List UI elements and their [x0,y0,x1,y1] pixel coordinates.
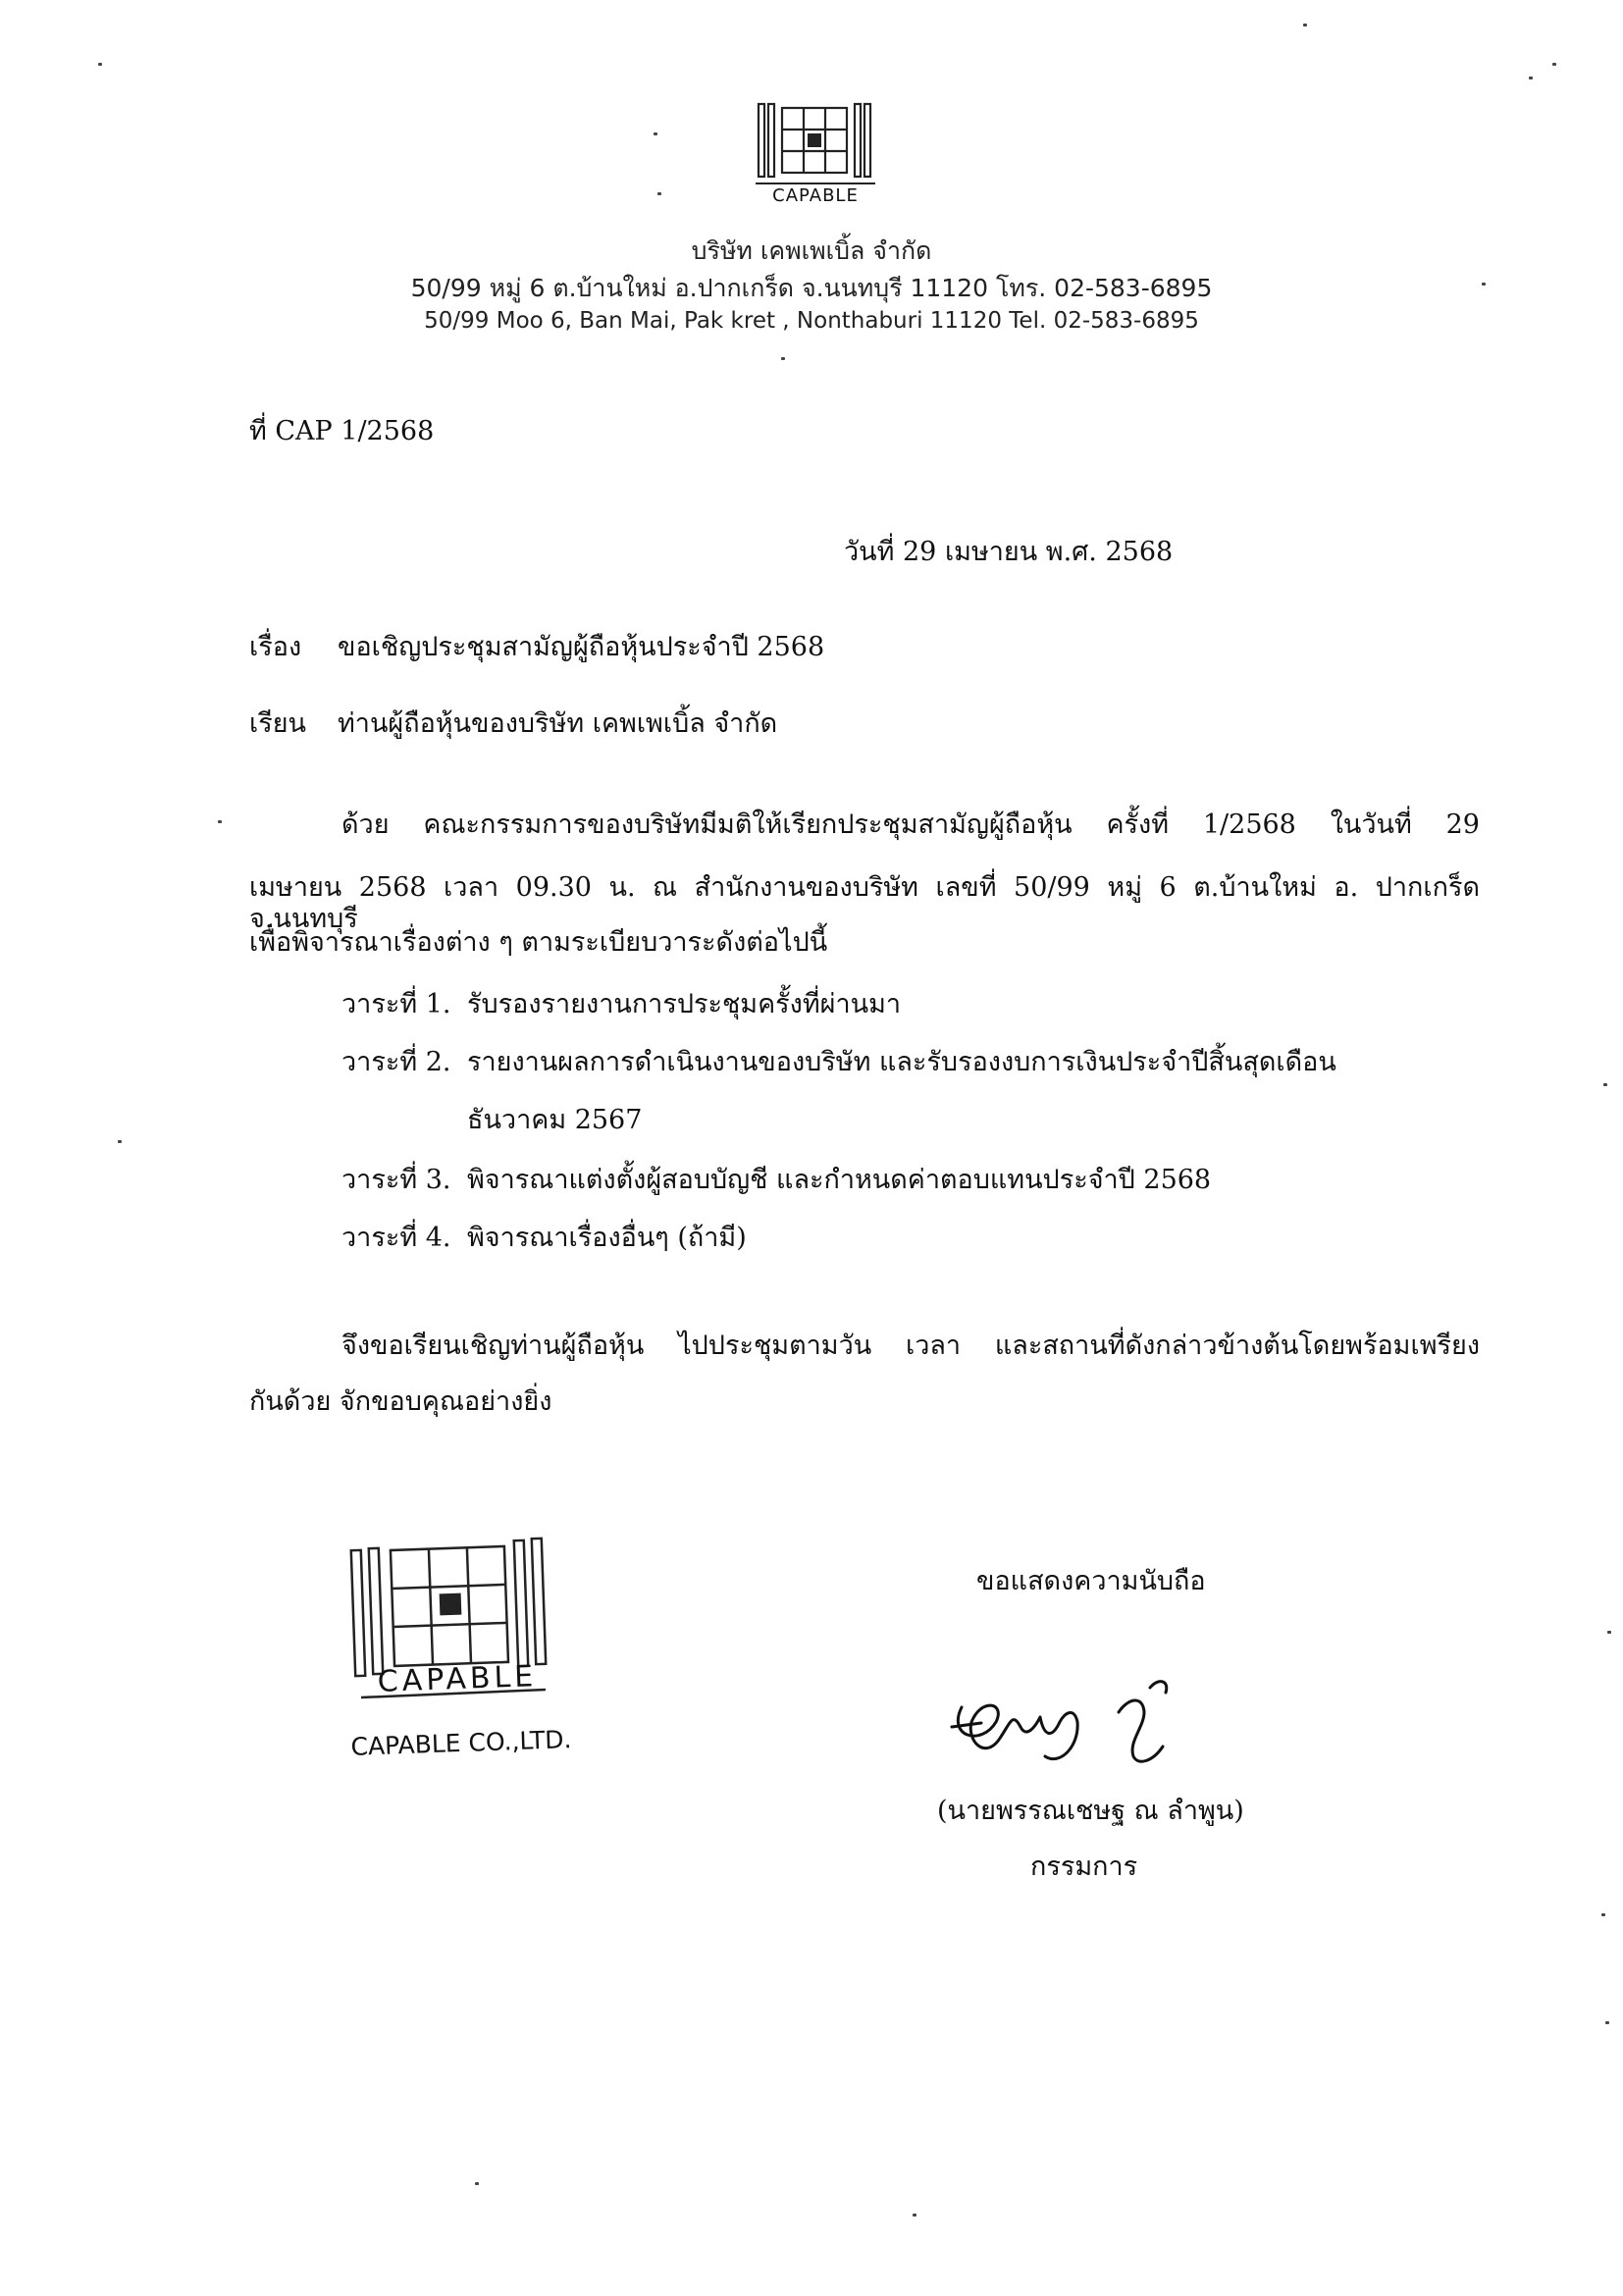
agenda-label: วาระที่ 3. [341,1165,451,1195]
scan-speck [1482,283,1486,286]
closing-line: กันด้วย จักขอบคุณอย่างยิ่ง [249,1386,552,1417]
letter-date: วันที่ 29 เมษายน พ.ศ. 2568 [844,537,1174,567]
scan-speck [1607,1631,1611,1634]
scan-speck [781,357,785,360]
recipient-label: เรียน [249,708,307,739]
signatory-title: กรรมการ [1030,1852,1138,1882]
scan-speck [654,132,657,135]
capable-logo-icon [756,102,875,183]
body-line: ด้วย คณะกรรมการของบริษัทมีมติให้เรียกประชุมสามัญผู้ถือหุ้น ครั้งที่ 1/2568 ในวันที่ 29 [341,809,1480,840]
agenda-text: ธันวาคม 2567 [467,1105,643,1135]
scan-speck [1601,1913,1605,1916]
scan-speck [1605,2021,1609,2024]
scan-speck [1552,63,1556,66]
salutation: ขอแสดงความนับถือ [976,1566,1206,1596]
reference-number: ที่ CAP 1/2568 [249,416,435,446]
header-logo-text: CAPABLE [756,183,875,206]
agenda-text: พิจารณาเรื่องอื่นๆ (ถ้ามี) [467,1223,747,1253]
closing-line: จึงขอเรียนเชิญท่านผู้ถือหุ้น ไปประชุมตามวัน เวลา และสถานที่ดังกล่าวข้างต้นโดยพร้อมเพรียง [341,1331,1480,1361]
stamp-logo-text: CAPABLE [377,1659,538,1699]
company-stamp [349,1533,604,1768]
agenda-text: พิจารณาแต่งตั้งผู้สอบบัญชี และกำหนดค่าตอบแทนประจำปี 2568 [467,1165,1212,1195]
address-en: 50/99 Moo 6, Ban Mai, Pak kret , Nonthaburi 11120 Tel. 02-583-6895 [424,308,1199,334]
scan-speck [1603,1083,1607,1086]
agenda-text: รับรองรายงานการประชุมครั้งที่ผ่านมา [467,989,902,1019]
recipient-text: ท่านผู้ถือหุ้นของบริษัท เคพเพเบิ้ล จำกัด [338,708,778,739]
subject-text: ขอเชิญประชุมสามัญผู้ถือหุ้นประจำปี 2568 [338,632,825,662]
subject-label: เรื่อง [249,632,302,662]
scan-speck [1303,24,1307,26]
body-line: เมษายน 2568 เวลา 09.30 น. ณ สำนักงานของบริษัท เลขที่ 50/99 หมู่ 6 ต.บ้านใหม่ อ. ปากเกร็ด จ.นนทบุรี [249,872,1480,935]
header-logo [756,102,875,210]
address-th: 50/99 หมู่ 6 ต.บ้านใหม่ อ.ปากเกร็ด จ.นนทบุรี 11120 โทร. 02-583-6895 [410,274,1213,302]
scan-speck [218,820,222,823]
scan-speck [913,2214,916,2217]
agenda-text: รายงานผลการดำเนินงานของบริษัท และรับรองงบการเงินประจำปีสิ้นสุดเดือน [467,1047,1336,1077]
agenda-label: วาระที่ 1. [341,989,451,1019]
agenda-label: วาระที่ 2. [341,1047,451,1077]
signature-icon [942,1668,1207,1786]
scan-speck [1529,77,1533,79]
scan-speck [657,192,661,195]
agenda-label: วาระที่ 4. [341,1223,451,1253]
body-line: เพื่อพิจารณาเรื่องต่าง ๆ ตามระเบียบวาระดังต่อไปนี้ [249,927,828,958]
scan-speck [475,2182,479,2185]
scan-speck [98,63,102,66]
signatory-name: (นายพรรณเชษฐ ณ ลำพูน) [937,1796,1244,1826]
scan-speck [118,1140,122,1143]
company-name-th: บริษัท เคพเพเบิ้ล จำกัด [691,236,932,265]
stamp-company: CAPABLE CO.,LTD. [350,1725,572,1761]
